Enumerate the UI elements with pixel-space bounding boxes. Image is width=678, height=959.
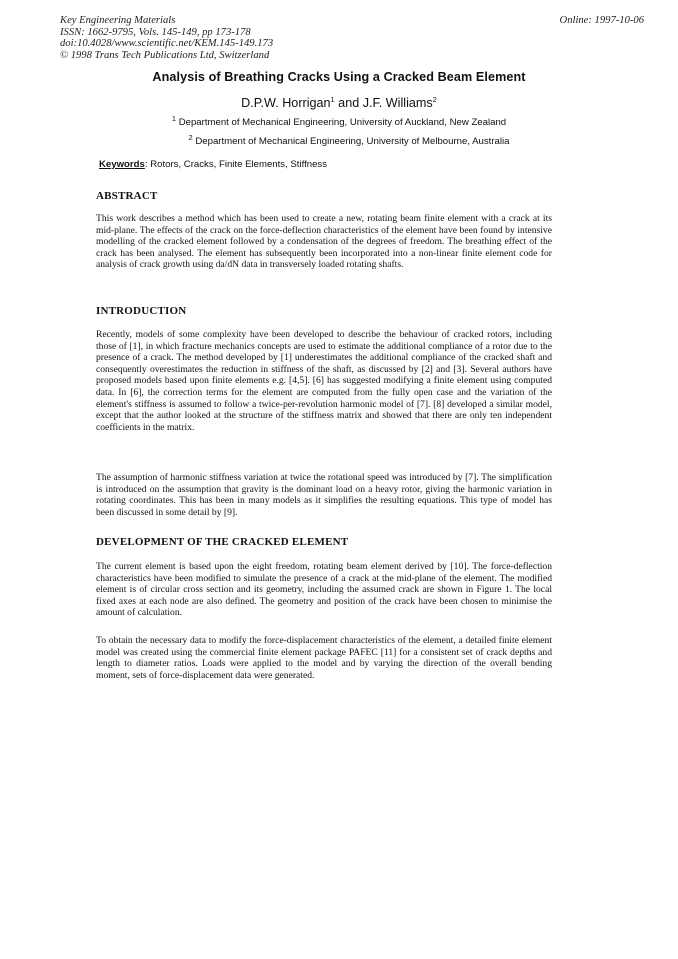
development-paragraph-2: To obtain the necessary data to modify the force-displacement characteristics of the element, a detailed finite element model was created using the commercial finite element package PAFEC [11] for a consistent set of crack depths and length to diameter ratios. Loads were applied to the model and by varying the direction of the overall bending moment, sets of force-displacement data were generated. xyxy=(96,635,552,681)
introduction-paragraph-2: The assumption of harmonic stiffness variation at twice the rotational speed was introduced by [7]. The simplification is introduced on the assumption that gravity is the dominant load on a heavy rotor, giving the harmonic variation in rotating coordinates. This has been in many models as it simplifies the resulting equations. This type of model has been discussed in some detail by [9]. xyxy=(96,472,552,518)
copyright-line: © 1998 Trans Tech Publications Ltd, Switzerland xyxy=(60,49,270,61)
affiliation-2 xyxy=(10,132,678,147)
affiliation-1 xyxy=(0,113,678,128)
development-heading: DEVELOPMENT OF THE CRACKED ELEMENT xyxy=(96,536,349,548)
affiliation-1-text: Department of Mechanical Engineering, University of Auckland, New Zealand xyxy=(176,117,507,128)
paper-title: Analysis of Breathing Cracks Using a Cracked Beam Element xyxy=(152,70,526,84)
author-line xyxy=(0,96,678,110)
affiliation-1-mark: 1 xyxy=(171,113,177,123)
keywords-text: : Rotors, Cracks, Finite Elements, Stiffness xyxy=(144,159,328,170)
abstract-heading: ABSTRACT xyxy=(96,190,158,202)
doi-link[interactable]: doi:10.4028/www.scientific.net/KEM.145-149.173 xyxy=(60,38,274,50)
author-2: and J.F. Williams xyxy=(334,96,433,110)
affiliation-2-text: Department of Mechanical Engineering, University of Melbourne, Australia xyxy=(192,136,510,147)
author-1: D.P.W. Horrigan xyxy=(241,96,331,110)
introduction-heading: INTRODUCTION xyxy=(96,305,187,317)
keywords-line xyxy=(99,159,327,170)
journal-name: Key Engineering Materials xyxy=(60,15,176,26)
author-2-affiliation-mark: 2 xyxy=(432,94,437,104)
author-1-affiliation-mark: 1 xyxy=(330,94,335,104)
affiliation-2-mark: 2 xyxy=(188,132,193,142)
introduction-paragraph-1: Recently, models of some complexity have been developed to describe the behaviour of cracked rotors, including those of [1], in which fracture mechanics concepts are used to estimate the additional compliance of a rotor due to the presence of a crack. The method developed by [1] underestimates the additional compliance of the cracked shaft and consequently overestimates the reduction in stiffness of the shaft, as discussed by [2] and [3]. Several authors have proposed models based upon finite elements e.g. [4,5]. [6] has suggested modifying a finite element using computed data. In [6], the correction terms for the element are computed from the fully open case and the variation of the element's stiffness is assumed to follow a twice-per-revolution harmonic model of [7]. [8] developed a similar model, except that the author looked at the structure of the stiffness matrix and showed that there are only ten independent coefficients in the matrix. xyxy=(96,329,552,433)
keywords-label: Keywords xyxy=(99,159,145,170)
development-paragraph-1: The current element is based upon the eight freedom, rotating beam element derived by [10]. The force-deflection characteristics have been modified to simulate the presence of a crack at the mid-plane of the element. The modified element is of circular cross section and its geometry, including the assumed crack are shown in Figure 1. The local fixed axes at each node are also defined. The geometry and position of the crack have been chosen to minimise the amount of calculation. xyxy=(96,561,552,619)
journal-header xyxy=(60,15,273,61)
abstract-paragraph: This work describes a method which has been used to create a new, rotating beam finite element with a crack at its mid-plane. The effects of the crack on the force-deflection characteristics of the element have been found by intensive modelling of the cracked element followed by a condensation of the degrees of freedom. The breathing effect of the crack has been analysed. The element has subsequently been incorporated into a non-linear finite element code for analysis of crack growth using da/dN data in transversely loaded rotating shafts. xyxy=(96,213,552,271)
online-date: Online: 1997-10-06 xyxy=(559,15,644,26)
issn-line: ISSN: 1662-9795, Vols. 145-149, pp 173-178 xyxy=(60,26,251,38)
